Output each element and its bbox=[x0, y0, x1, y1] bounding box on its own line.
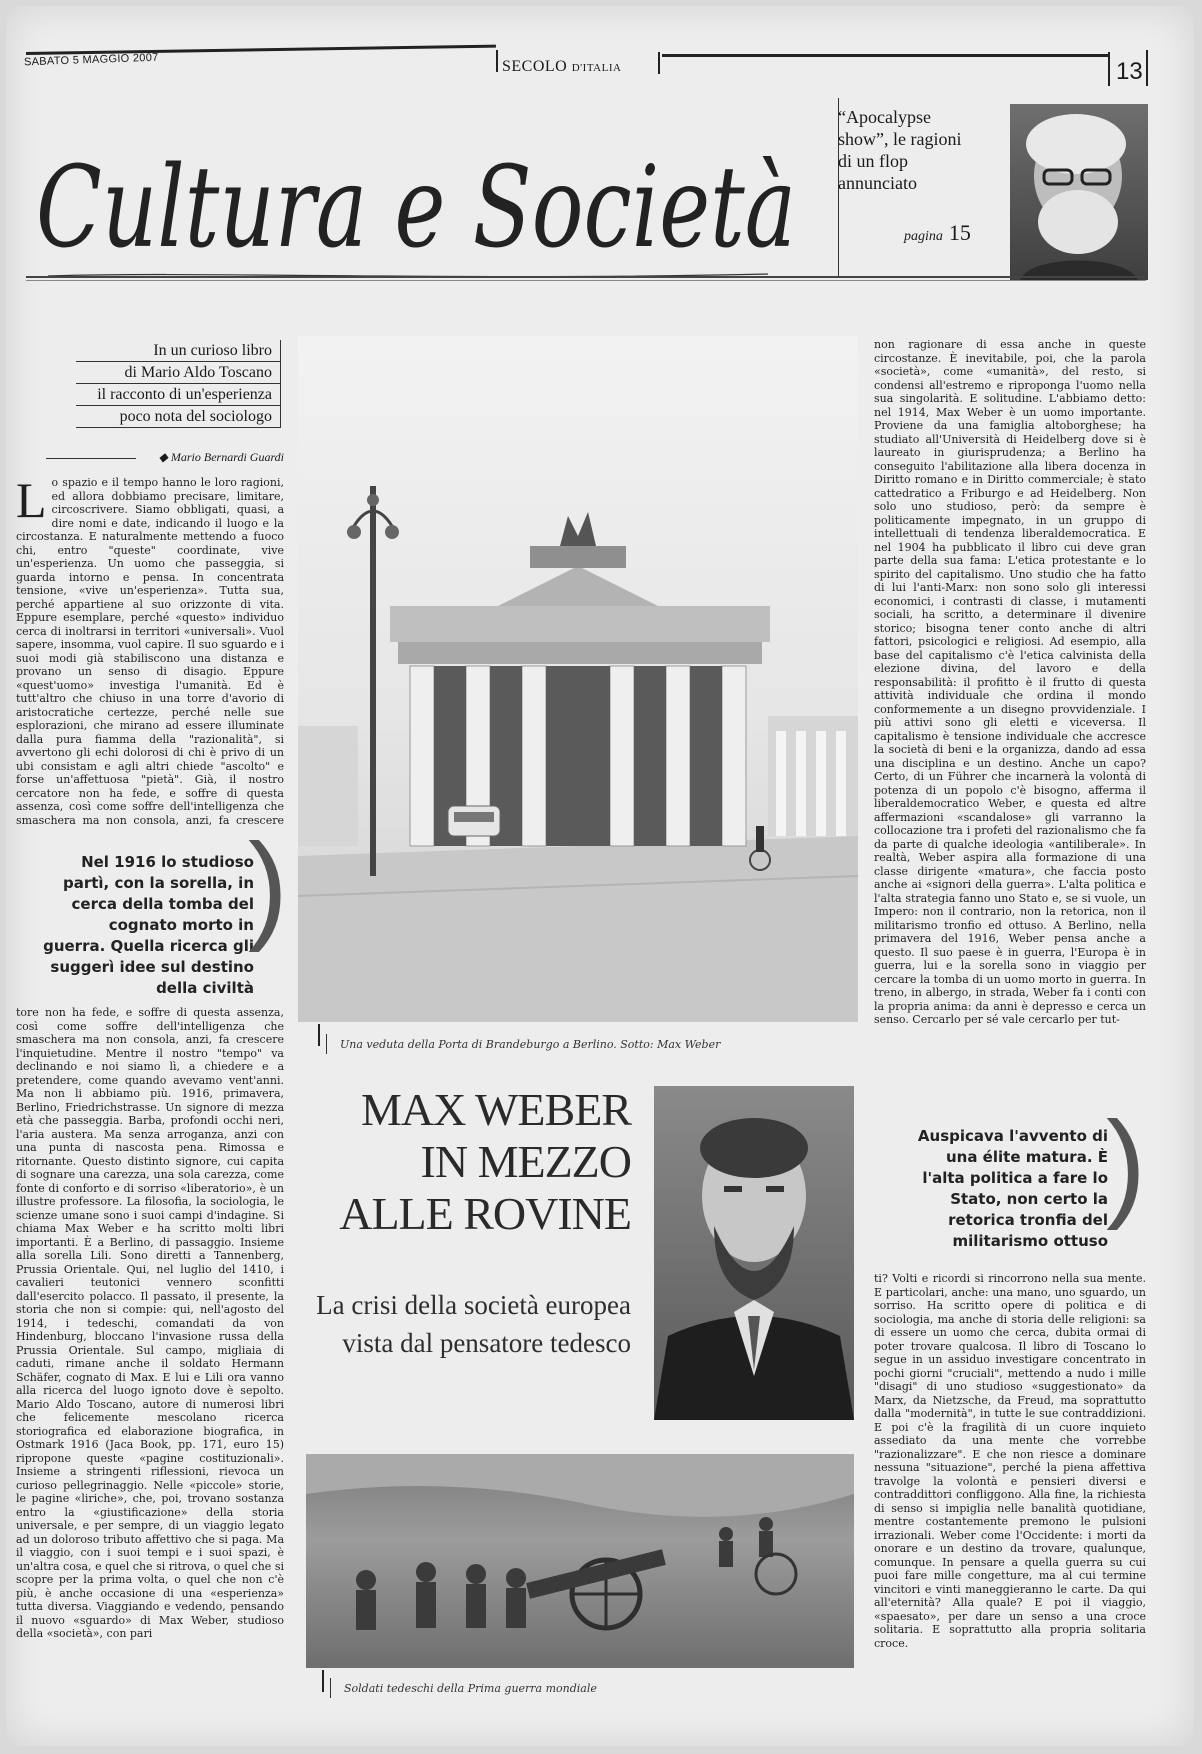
header-divider bbox=[658, 52, 660, 74]
brandenburg-gate-photo bbox=[298, 336, 858, 1022]
header-divider bbox=[1108, 52, 1110, 86]
standfirst-line: In un curioso libro bbox=[76, 340, 281, 362]
newspaper-name-suffix: D'ITALIA bbox=[571, 62, 622, 74]
max-weber-portrait bbox=[654, 1086, 854, 1420]
column-1-bottom bbox=[16, 1006, 284, 1726]
column-3-bottom bbox=[874, 1272, 1146, 1732]
promo-page-label: pagina bbox=[904, 229, 943, 244]
header-divider bbox=[496, 50, 498, 72]
caption-rule bbox=[318, 1024, 320, 1046]
column-text: ti? Volti e ricordi si rincorrono nella sua mente. E particolari, anche: una mano, uno sguardo, un sorriso. Ha scritto opere di politica e di sociologia, ma anche di storia delle religioni: sa di essere un uomo che cerca, dubita ormai di poter trovare qualcosa. Il libro di Toscano lo segue in un assiduo investigare concentrato in pochi giorni "cruciali", mettendo a nudo i mille "disagi" di uno studioso «suggestionato» da Marx, da Nietzsche, da Freud, ma soprattutto dalla "modernità", in tutte le sue contraddizioni. E poi c'è la fragilità di un cuore inquieto assediato da una mente che vorrebbe "razionalizzare". E che non riesce a dominare nessuna "situazione", perché la piena affettiva travolge la volontà e pensieri diversi e contraddittori confliggono. Alla fine, la richiesta di senso si impiglia nelle banalità quotidiane, mentre costantemente premono le pulsioni irrazionali. Weber come l'Occidente: i morti da onorare e un destino da trovare, qualunque, comunque. In pensare a quella guerra su cui puoi fare mille congetture, ma al cui termine vincitori e vinti maneggieranno le carte. Da qui all'eternità? Alla quale? E poi il viaggio, «spaesato», per dare un senso a una croce solitaria. E soprattutto alla propria solitaria croce. bbox=[874, 1272, 1146, 1650]
pull-quote-1: Nel 1916 lo studioso partì, con la sorella, in cerca della tomba del cognato morto in guerra. Quella ricerca gli suggerì idee sul destino della civiltà bbox=[43, 853, 254, 997]
header-rule-right bbox=[662, 54, 1108, 57]
standfirst-line: il racconto di un'esperienza bbox=[76, 384, 281, 406]
promo-page-ref[interactable] bbox=[904, 220, 971, 246]
byline-author: Mario Bernardi Guardi bbox=[170, 450, 284, 464]
pull-quote-bracket: ) bbox=[1106, 1097, 1146, 1231]
standfirst-line: poco nota del sociologo bbox=[76, 406, 281, 428]
newspaper-name-main: SECOLO bbox=[502, 58, 568, 75]
standfirst bbox=[76, 340, 281, 428]
pull-quote-2: Auspicava l'avvento di una élite matura. È l'alta politica a fare lo Stato, non certo la retorica tronfia del militarismo ottuso bbox=[917, 1127, 1108, 1250]
column-text: o spazio e il tempo hanno le loro ragioni, ed allora dobbiamo precisare, limitare, circoscrivere. Siamo obbligati, quasi, a dire nomi e date, indicando il luogo e la circostanza. E naturalmente mettendo a fuoco chi, entro "queste" coordinate, vive un'esperienza. Un uomo che passeggia, si guarda intorno e pensa. In concentrata tensione, «vive un'esperienza». Tutta sua, perché appartiene al suo orizzonte di vita. Eppure esemplare, perché «questo» individuo cerca di inoltrarsi in territori «universali». Vuol sapere, insomma, vuol capire. Il suo sguardo e i suoi modi già stabiliscono una distanza e provano un senso di disagio. Eppure «quest'uomo» investiga l'umanità. Ed è tutt'altro che chiuso in una torre d'avorio di aristocratiche certezze, perché nelle sue esplorazioni, che mirano ad essere illuminate dalla pura fiamma della "razionalità", si avvertono gli echi dolorosi di chi è privo di un ubi consistam e agli altri chiede "ascolto" e forse un'affettuosa "pietà". Già, il nostro cercatore non ha fede, e soffre di questa assenza, così come soffre dell'intelligenza che smaschera ma non consola, anzi, fa crescere bbox=[16, 476, 284, 826]
newspaper-name bbox=[502, 58, 621, 76]
issue-date: SABATO 5 MAGGIO 2007 bbox=[23, 51, 159, 69]
header-divider bbox=[1146, 50, 1148, 86]
page-number: 13 bbox=[1116, 58, 1143, 85]
column-text: non ragionare di essa anche in queste circostanze. È inevitabile, poi, che la parola «società», come «umanità», del resto, si condensi all'estremo e riproponga l'uomo nella sua singolarità. E solitudine. L'abbiamo detto: nel 1914, Max Weber è un uomo importante. Proviene da una famiglia altoborghese; ha studiato all'Università di Heidelberg dove si è laureato in giurisprudenza; a Berlino ha conseguito l'abilitazione alla libera docenza in Diritto romano e in Diritto commerciale; è stato cattedratico a Friburgo e ad Heidelberg. Non solo uno studioso, però: da sempre è politicamente impegnato, in un gruppo di intellettuali di tendenza liberaldemocratica. E nel 1904 ha pubblicato il libro cui deve gran parte della sua fama: L'etica protestante e lo spirito del capitalismo. Uno studio che ha fatto di lui l'anti-Marx: non sono solo gli interessi economici, i contrasti di classe, i mutamenti sociali, ha scritto, a determinare il divenire storico; bisogna tener conto anche di altri fattori, psicologici e religiosi. Ad esempio, alla base del capitalismo c'è l'etica calvinista della elezione divina, del lavoro e della responsabilità: il profitto è il frutto di questa attività individuale che ordina il mondo conformemente a un disegno provvidenziale. I più attivi sono gli eletti e viceversa. Il capitalismo è tensione individuale che accresce la società di beni e la organizza, dando ad essa una disciplina e un destino. Anche un capo? Certo, di un Führer che incarnerà la volontà di potenza di un popolo c'è bisogno, afferma il liberaldemocratico Weber, e questa ed altre affermazioni «scandalose» gli varranno la collocazione tra i profeti del razionalismo che fa da parte di qualche ideologia «antiliberale». In realtà, Weber aspira alla formazione di una classe dirigente «matura», che faccia posto anche ai «signori della guerra». L'alta politica e l'alta strategia fanno uno Stato e, se si vuole, un Impero: non il contrario, non la retorica, non il militarismo tronfio ed ottuso. A Berlino, nella primavera del 1916, Weber pensa anche a questo. Il suo paese è in guerra, l'Europa è in guerra, lui e la sorella sono in viaggio per cercare la tomba di un uomo morto in guerra. In treno, in albergo, in strada, Weber fa i conti con la propria anima: da anni è depresso e cerca un senso. Cercarlo per sé vale cercarlo per tut- bbox=[874, 338, 1146, 1026]
soldiers-illustration bbox=[306, 1454, 854, 1668]
promo-author-photo bbox=[1010, 104, 1148, 280]
pull-quote-bracket: ) bbox=[248, 819, 288, 953]
article-headline: MAX WEBER IN MEZZO ALLE ROVINE bbox=[339, 1084, 631, 1239]
photo-caption-2: Soldati tedeschi della Prima guerra mondiale bbox=[344, 1682, 764, 1695]
photo-caption-1: Una veduta della Porta di Brandeburgo a Berlino. Sotto: Max Weber bbox=[340, 1038, 760, 1051]
column-1-top bbox=[16, 476, 284, 826]
header-bottom-rule bbox=[26, 280, 1146, 281]
portrait-illustration bbox=[1010, 104, 1148, 280]
column-3-top bbox=[874, 338, 1146, 1096]
article-subheadline: La crisi della società europea vista dal pensatore tedesco bbox=[316, 1290, 631, 1358]
newspaper-page bbox=[6, 6, 1194, 1746]
promo-text[interactable]: “Apocalypse show”, le ragioni di un flop annunciato bbox=[838, 107, 962, 193]
section-title-text: Cultura e Società bbox=[36, 143, 796, 273]
portrait-illustration bbox=[654, 1086, 854, 1420]
standfirst-line: di Mario Aldo Toscano bbox=[76, 362, 281, 384]
column-text: tore non ha fede, e soffre di questa assenza, così come soffre dell'intelligenza che smaschera ma non consola, anzi, fa crescere l'inquietudine. Mentre il nostro "tempo" va declinando e noi siamo lì, a chiedere e a pretendere, come quando avevamo vent'anni. Ma non li abbiamo più. 1916, primavera, Berlino, Friedrichstrasse. Un signore di mezza età che passeggia. Barba, profondi occhi neri, l'aria austera. Ma senza arroganza, anzi con una punta di nascosta pena. Rimossa e ritornante. Questo distinto signore, cui capita di sognare una carezza, una sola carezza, come fonte di conforto e di sorriso «liberatorio», è un illustre professore. La filosofia, la sociologia, le scienze umane sono i suoi campi d'indagine. Si chiama Max Weber e ha scritto molti libri importanti. È a Berlino, di passaggio. Insieme alla sorella Lili. Sono diretti a Tannenberg, Prussia Orientale. Qui, nel luglio del 1410, i cavalieri teutonici vennero sconfitti dall'esercito polacco. Il passato, il presente, la storia che non si compie: qui, nell'agosto del 1914, i tedeschi, comandati da von Hindenburg, bloccano l'invasione russa della Prussia Orientale. Sul campo, migliaia di caduti, rimane anche il soldato Hermann Schäfer, cognato di Max. E lui e Lili ora vanno alla ricerca del luogo ignoto dove è sepolto. Mario Aldo Toscano, autore di numerosi libri che felicemente mescolano ricerca storiografica ed elaborazione biografica, in Ostmark 1916 (Jaca Book, pp. 171, euro 15) ripropone queste «pagine costituzionali». Insieme a stringenti riflessioni, rievoca un curioso pellegrinaggio. Nelle «piccole» storie, le pagine «liriche», che, poi, trovano sostanza entro la «giustificazione» della storia universale, e per sempre, di un viaggio legato ad un doloroso tributo affettivo che si paga. Ma il viaggio, con i suoi tempi e i suoi spazi, è un'altra cosa, e quel che si ritrova, o quel che si scopre per la prima volta, o quel che non c'è più, è anche occasione di una «esperienza» tutta diversa. Viaggiando e vedendo, pensando il nuovo «sguardo» di Max Weber, studioso della «società», con pari bbox=[16, 1006, 284, 1640]
wwi-soldiers-photo bbox=[306, 1454, 854, 1668]
byline-marker: ◆ bbox=[158, 450, 171, 464]
caption-rule bbox=[322, 1670, 324, 1692]
promo-page-number: 15 bbox=[948, 220, 971, 245]
brandenburg-gate-illustration bbox=[298, 336, 858, 1022]
header-bottom-rule bbox=[26, 276, 1146, 278]
drop-cap: L bbox=[16, 476, 47, 528]
byline bbox=[46, 450, 284, 465]
